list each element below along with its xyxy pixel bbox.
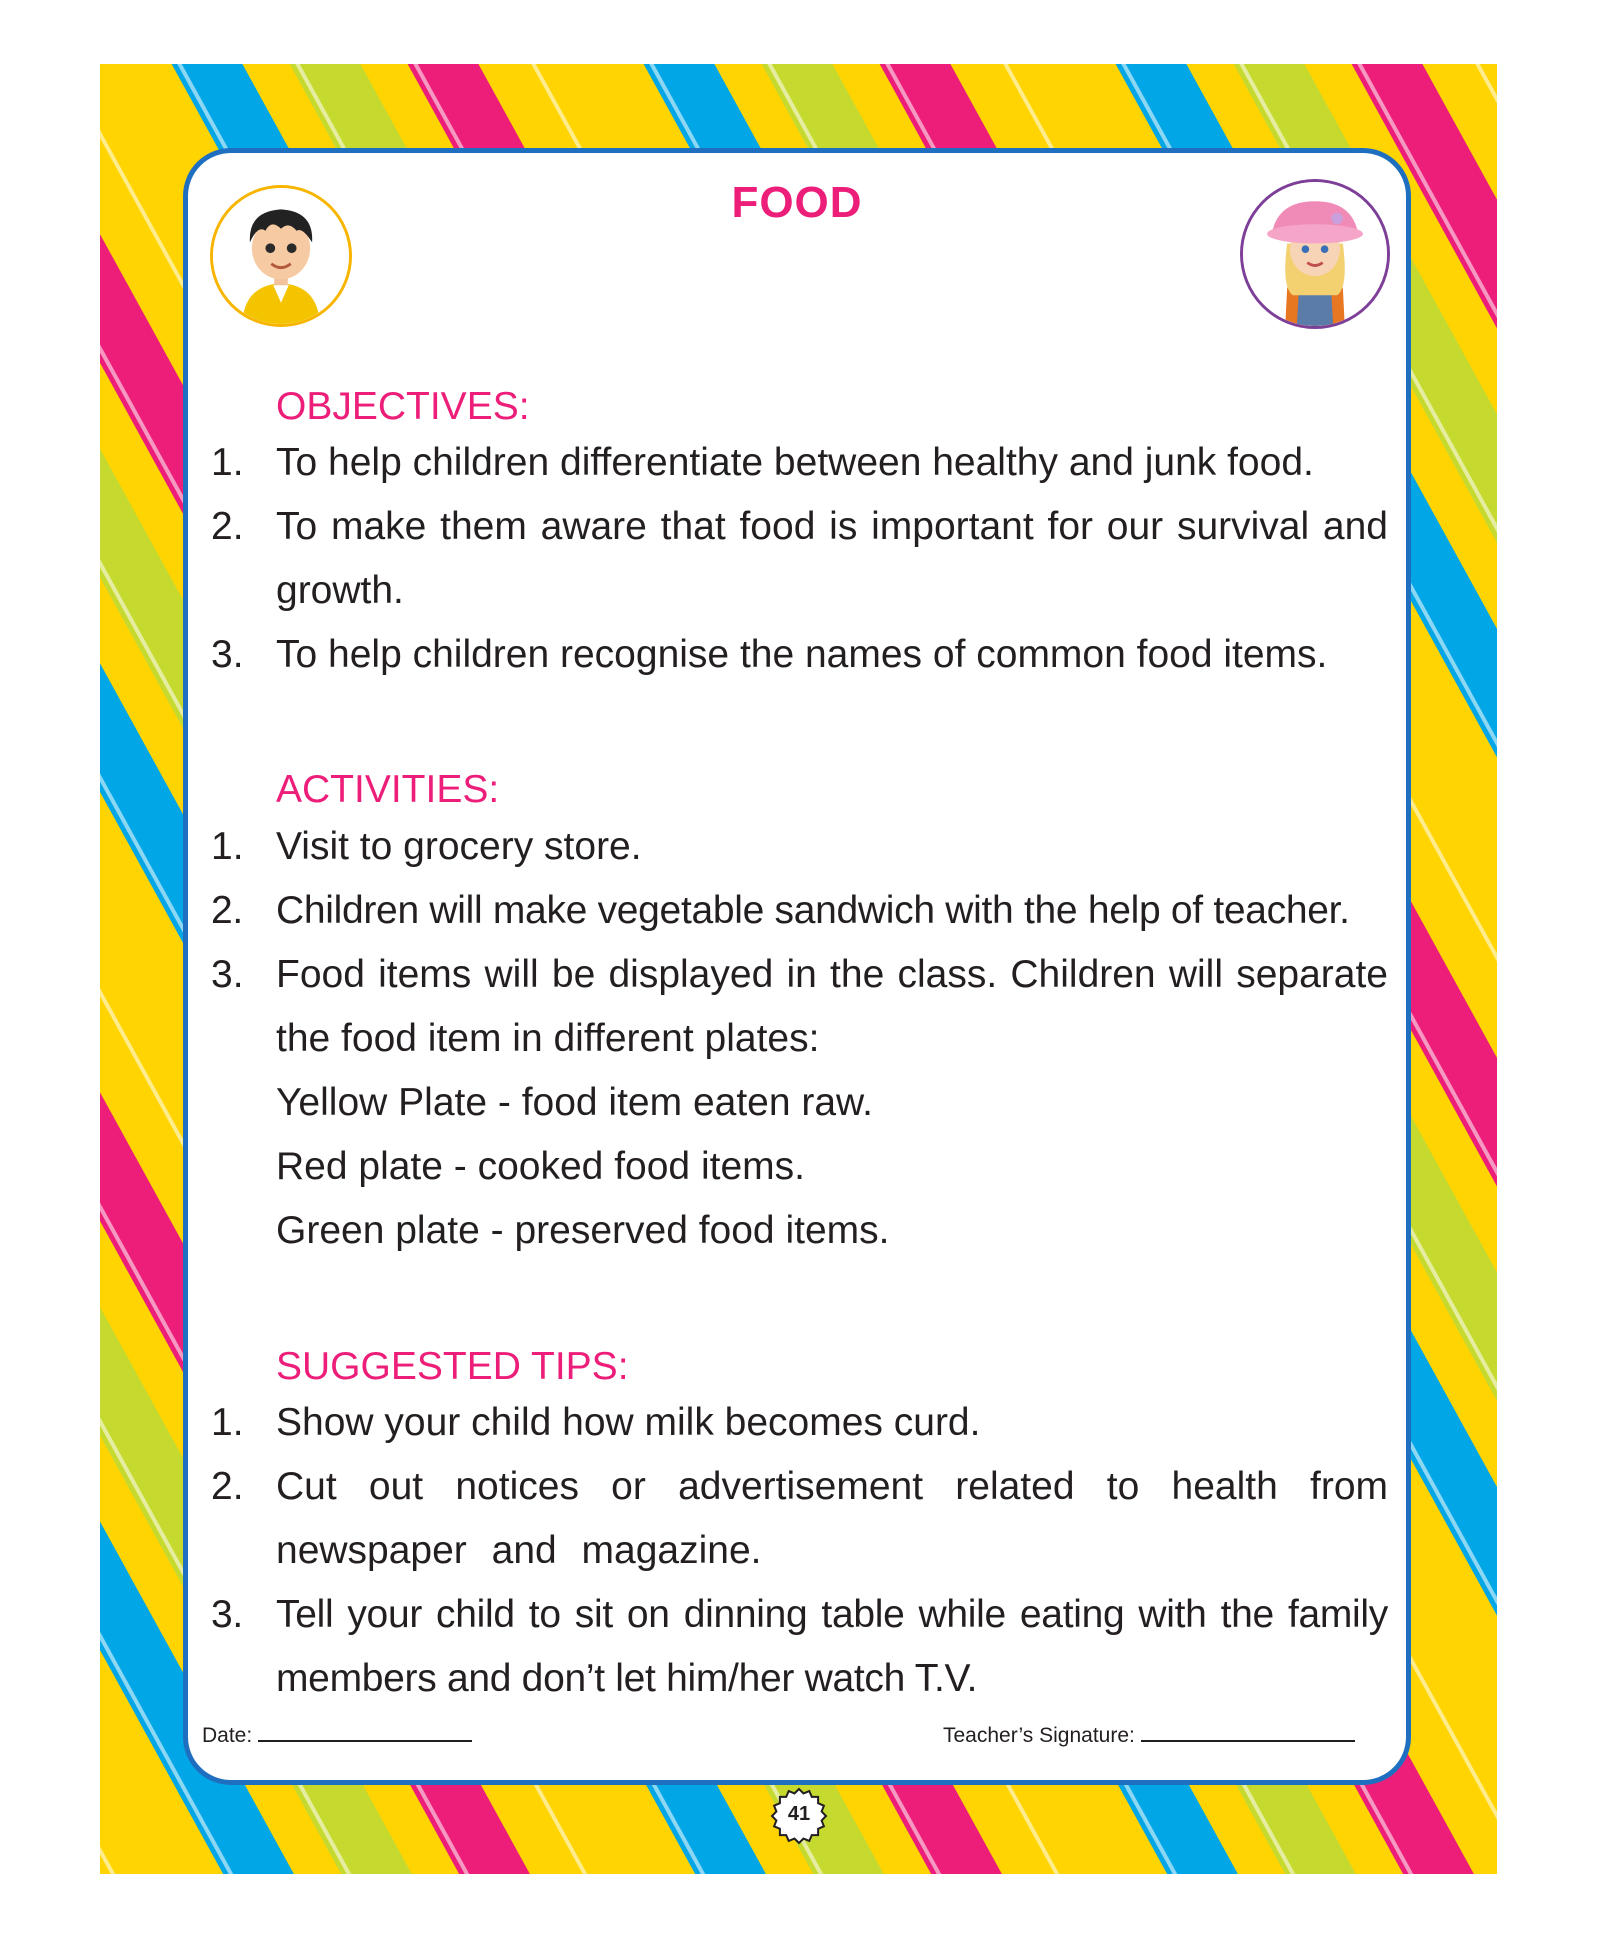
list-item: 2. To make them aware that food is important for our survival and growth. — [211, 505, 1388, 612]
date-field: Date: — [202, 1720, 472, 1748]
list-item: 1. Show your child how milk becomes curd. — [211, 1401, 981, 1444]
list-item: 2. Cut out notices or advertisement related to health from newspaper and magazine. — [211, 1465, 1388, 1572]
objectives-list — [211, 431, 1388, 687]
activities-heading: ACTIVITIES: — [276, 768, 500, 811]
page-number: 41 — [787, 1803, 811, 1825]
girl-avatar-icon — [1240, 179, 1390, 329]
page-title: FOOD — [731, 178, 863, 227]
list-item: 3. Food items will be displayed in the class. Children will separate the food item in different plates: Yellow Plate - food item eaten raw. Red plate - cooked food items. Green plate - preserved food items. — [211, 943, 1388, 1263]
signature-field: Teacher’s Signature: — [943, 1720, 1355, 1748]
list-item: 2. Children will make vegetable sandwich with the help of teacher. — [211, 889, 1350, 932]
objectives-heading: OBJECTIVES: — [276, 385, 530, 428]
signature-line — [1141, 1720, 1355, 1742]
list-item: 1. To help children differentiate between healthy and junk food. — [211, 441, 1314, 484]
page-badge-icon — [770, 1787, 828, 1845]
list-item: 3. To help children recognise the names of common food items. — [211, 633, 1328, 676]
list-item: 3. Tell your child to sit on dinning table while eating with the family members and don’t let him/her watch T.V. — [211, 1593, 1388, 1700]
activities-list — [211, 815, 1388, 1263]
plate-red: Red plate - cooked food items. — [276, 1145, 805, 1188]
list-item: 1. Visit to grocery store. — [211, 825, 642, 868]
date-line — [258, 1720, 472, 1742]
tips-list — [211, 1391, 1388, 1711]
plate-green: Green plate - preserved food items. — [276, 1209, 890, 1252]
content-card — [183, 148, 1411, 1785]
tips-heading: SUGGESTED TIPS: — [276, 1345, 629, 1388]
plate-yellow: Yellow Plate - food item eaten raw. — [276, 1081, 873, 1124]
